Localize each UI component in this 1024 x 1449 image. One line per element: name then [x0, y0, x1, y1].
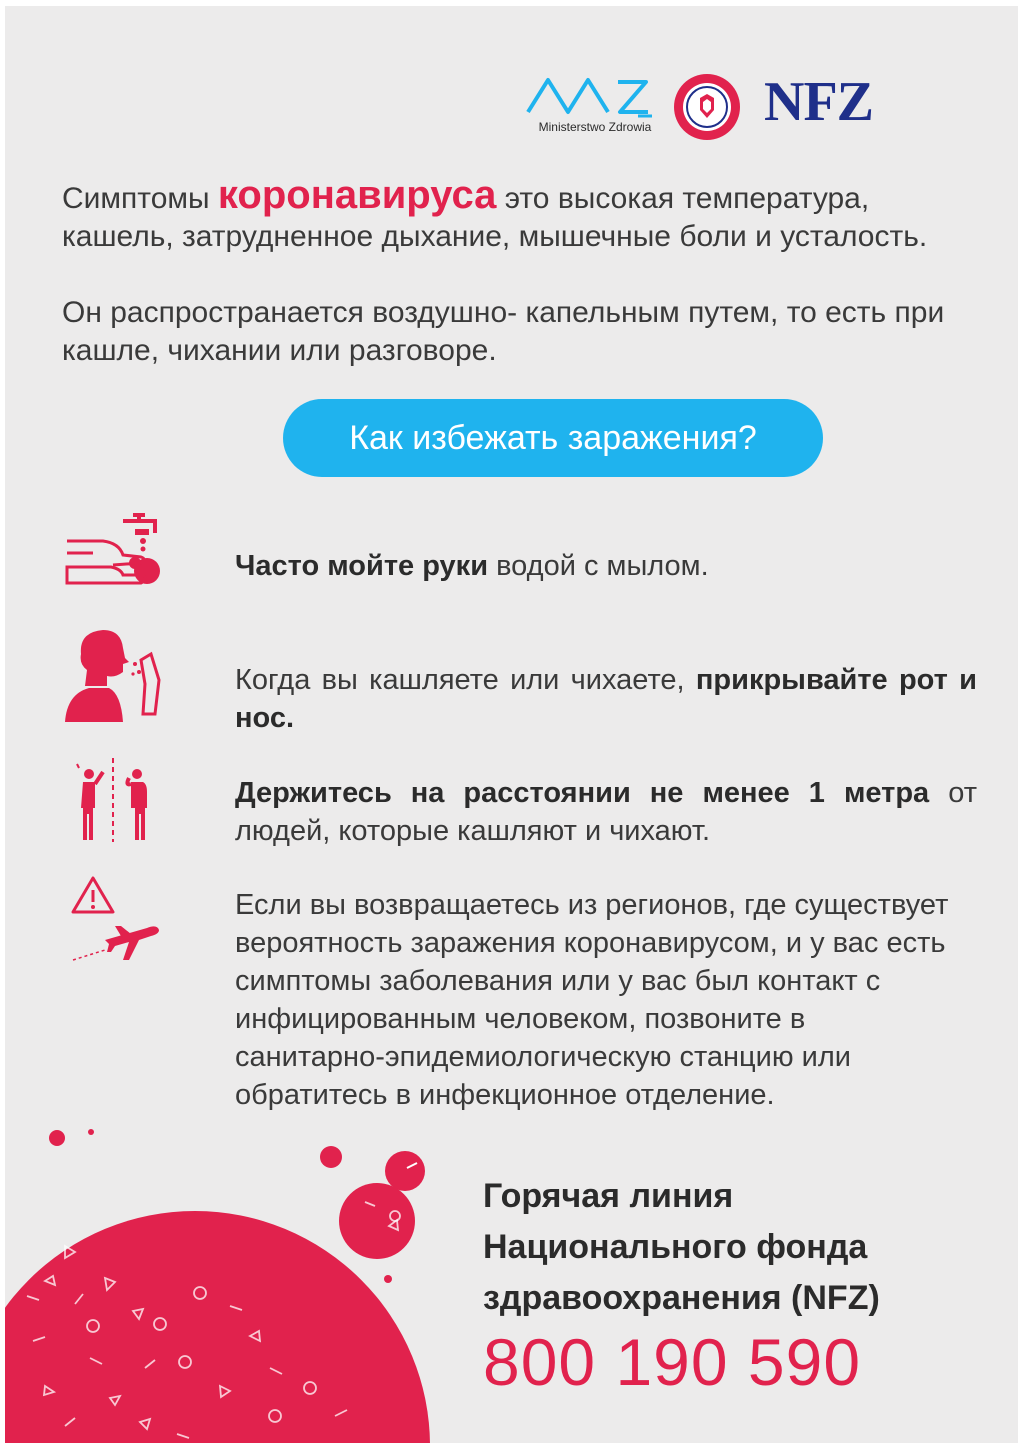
tip-cover-mouth — [235, 661, 977, 737]
tip-wash-hands-rest: водой с мылом. — [488, 550, 709, 582]
tip-keep-distance — [235, 774, 977, 850]
coronavirus-highlight: коронавируса — [217, 173, 497, 217]
nfz-logo — [764, 70, 904, 140]
sanitary-inspection-logo — [672, 72, 742, 142]
tip-keep-distance-bold: Держитесь на расстоянии не менее 1 метра — [235, 777, 930, 809]
tip-cover-mouth-bold: прикрывайте рот и нос. — [235, 664, 977, 734]
transmission-paragraph: Он распространается воздушно- капельным путем, то есть при кашле, чихании или разговоре. — [62, 296, 945, 367]
nfz-logo-text: NFZ — [764, 71, 873, 133]
prevention-heading-pill: Как избежать заражения? — [283, 399, 823, 477]
sneezing-person-icon — [63, 624, 163, 722]
tip-keep-distance-rest: от людей, которые кашляют и чихают. — [235, 777, 977, 847]
tip-returning-travelers: Если вы возвращаетесь из регионов, где существует вероятность заражения коронавирусом, и у вас есть симптомы заболевания или у вас был контакт с инфицированным человеком, позвоните в санитарно-эпидемиологическую станцию или обратитесь в инфекционное отделение. — [235, 889, 949, 1111]
ministry-caption: Ministerstwo Zdrowia — [538, 120, 652, 134]
tip-wash-hands — [235, 547, 977, 585]
intro-text — [62, 173, 982, 408]
hotline-line-1: Горячая линия — [483, 1177, 734, 1215]
tip-cover-mouth-rest: Когда вы кашляете или чихаете, — [235, 664, 696, 696]
symptoms-list: это высокая температура, кашель, затрудненное дыхание, мышечные боли и усталость. — [62, 182, 928, 253]
symptoms-lead: Симптомы — [62, 182, 218, 215]
hotline-line-3: здравоохранения (NFZ) — [483, 1279, 880, 1317]
hotline-phone-number[interactable]: 800 190 590 — [483, 1325, 862, 1399]
tip-wash-hands-bold: Часто мойте руки — [235, 550, 489, 582]
symptoms-paragraph — [62, 173, 982, 256]
leaflet-page — [5, 6, 1018, 1443]
hand-washing-icon — [63, 511, 168, 591]
distance-icon — [73, 758, 163, 842]
hotline-title — [483, 1171, 880, 1324]
hotline-line-2: Национального фонда — [483, 1228, 868, 1266]
travel-warning-icon — [67, 874, 167, 970]
